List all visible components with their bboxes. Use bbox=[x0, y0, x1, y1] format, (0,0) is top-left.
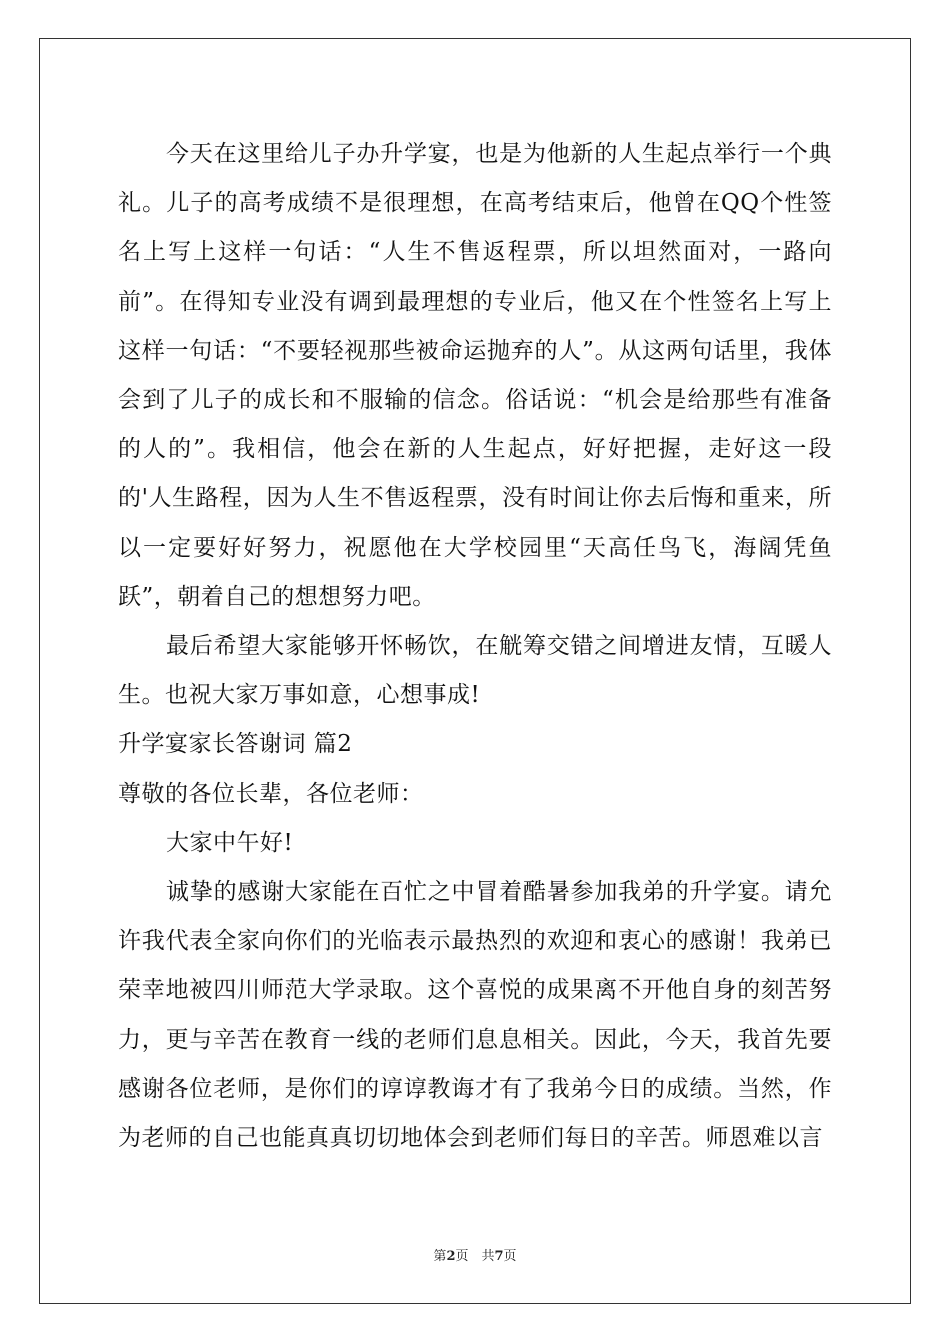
paragraph-closing-wish: 最后希望大家能够开怀畅饮，在觥筹交错之间增进友情，互暖人生。也祝大家万事如意，心想事成! bbox=[118, 633, 832, 709]
total-page-number: 7 bbox=[494, 1249, 504, 1264]
paragraph-thanks: 诚挚的感谢大家能在百忙之中冒着酷暑参加我弟的升学宴。请允许我代表全家向你们的光临表示最热烈的欢迎和衷心的感谢！我弟已荣幸地被四川师范大学录取。这个喜悦的成果离不开他自身的刻苦努力，更与辛苦在教育一线的老师们息息相关。因此，今天，我首先要感谢各位老师，是你们的谆谆教诲才有了我弟今日的成绩。当然，作为老师的自己也能真真切切地体会到老师们每日的辛苦。师恩难以言 bbox=[118, 879, 832, 1152]
footer-mid: 页 共 bbox=[455, 1249, 495, 1264]
section-heading: 升学宴家长答谢词 篇2 bbox=[118, 731, 353, 758]
greeting: 大家中午好! bbox=[166, 829, 294, 856]
page-footer bbox=[0, 1245, 950, 1264]
salutation: 尊敬的各位长辈，各位老师： bbox=[118, 780, 424, 807]
current-page-number: 2 bbox=[446, 1249, 456, 1264]
document-body bbox=[118, 130, 832, 1163]
paragraph-speech-body: 今天在这里给儿子办升学宴，也是为他新的人生起点举行一个典礼。儿子的高考成绩不是很理想，在高考结束后，他曾在QQ个性签名上写上这样一句话：“人生不售返程票，所以坦然面对，一路向前”。在得知专业没有调到最理想的专业后，他又在个性签名上写上这样一句话：“不要轻视那些被命运抛弃的人”。从这两句话里，我体会到了儿子的成长和不服输的信念。俗话说：“机会是给那些有准备的人的”。我相信，他会在新的人生起点，好好把握，走好这一段的'人生路程，因为人生不售返程票，没有时间让你去后悔和重来，所以一定要好好努力，祝愿他在大学校园里“天高任鸟飞，海阔凭鱼跃”，朝着自己的想想努力吧。 bbox=[118, 141, 832, 610]
footer-suffix: 页 bbox=[503, 1249, 517, 1264]
footer-prefix: 第 bbox=[433, 1249, 447, 1264]
